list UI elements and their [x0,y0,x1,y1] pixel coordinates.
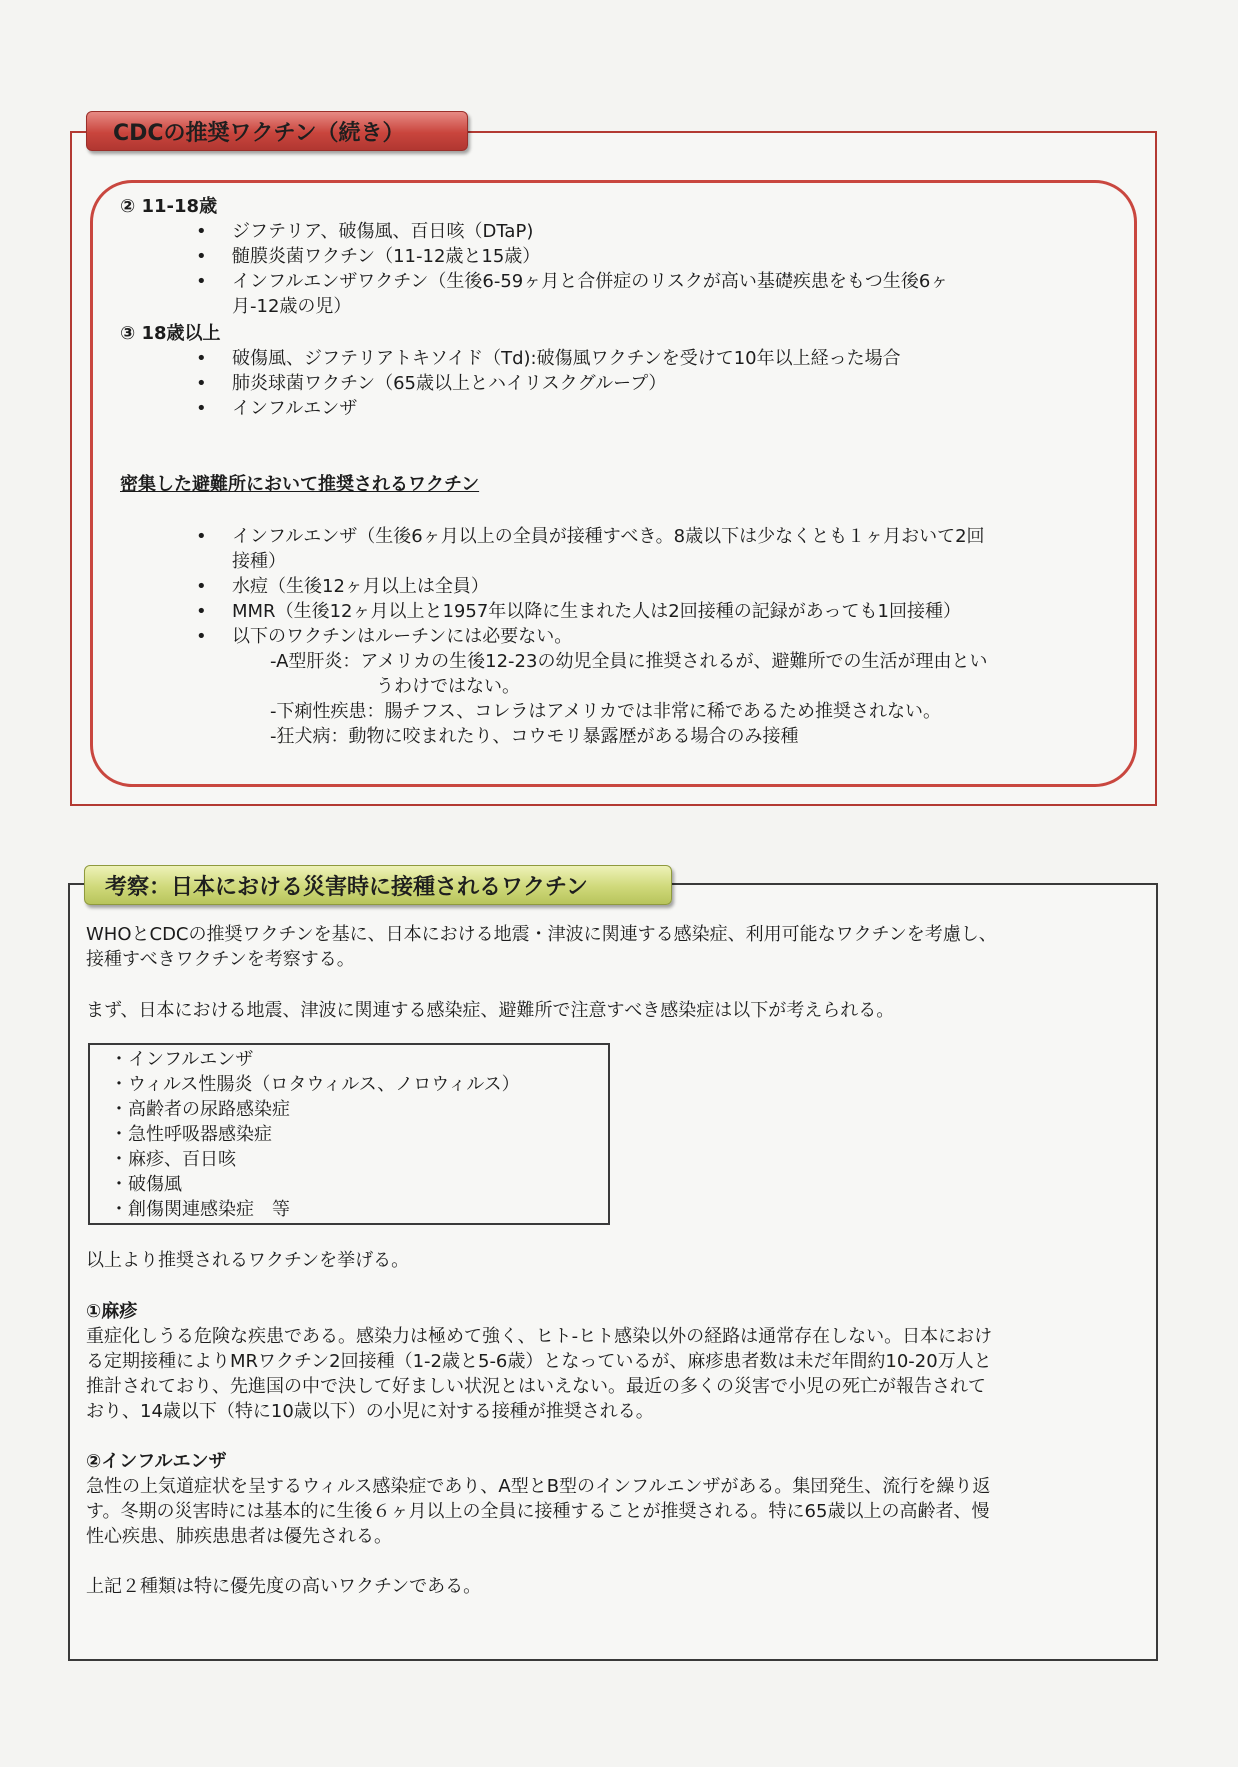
list-item: 髄膜炎菌ワクチン（11-12歳と15歳） [232,246,541,267]
paragraph-line: 重症化しうる危険な疾患である。感染力は極めて強く、ヒト-ヒト感染以外の経路は通常存在しない。日本におけ [86,1326,993,1347]
paragraph-line: 急性の上気道症状を呈するウィルス感染症であり、A型とB型のインフルエンザがある。集団発生、流行を繰り返 [86,1476,991,1497]
disease-item: ・急性呼吸器感染症 [110,1124,272,1145]
group-18-plus-heading: ③ 18歳以上 [120,323,221,344]
bullet-dot: • [196,576,207,597]
disease-item: ・ウィルス性腸炎（ロタウィルス、ノロウィルス） [110,1074,520,1095]
bullet-dot: • [196,626,207,647]
list-item-continuation: 接種） [232,551,286,572]
discussion-section-title: 考察：日本における災害時に接種されるワクチン [84,865,672,905]
cdc-section-title: CDCの推奨ワクチン（続き） [86,111,468,151]
list-item: インフルエンザ（生後6ヶ月以上の全員が接種すべき。8歳以下は少なくとも１ヶ月おいて2回 [232,526,985,547]
list-item: 肺炎球菌ワクチン（65歳以上とハイリスクグループ） [232,373,667,394]
closing-text: 上記２種類は特に優先度の高いワクチンである。 [86,1576,482,1597]
bullet-dot: • [196,221,207,242]
measles-heading: ①麻疹 [86,1301,138,1322]
bullet-dot: • [196,271,207,292]
list-item: ジフテリア、破傷風、百日咳（DTaP) [232,221,534,242]
sub-item: -狂犬病：動物に咬まれたり、コウモリ暴露歴がある場合のみ接種 [270,726,799,747]
list-item: 水痘（生後12ヶ月以上は全員） [232,576,489,597]
sub-item: -下痢性疾患：腸チフス、コレラはアメリカでは非常に稀であるため推奨されない。 [270,701,942,722]
list-item: インフルエンザ [232,398,358,419]
lead-text: まず、日本における地震、津波に関連する感染症、避難所で注意すべき感染症は以下が考えられる。 [86,1000,895,1021]
sub-item-continuation: うわけではない。 [376,676,520,697]
list-item: インフルエンザワクチン（生後6-59ヶ月と合併症のリスクが高い基礎疾患をもつ生後6ヶ [232,271,949,292]
group-11-18-heading: ② 11-18歳 [120,196,218,217]
intro-line: WHOとCDCの推奨ワクチンを基に、日本における地震・津波に関連する感染症、利用可能なワクチンを考慮し、 [86,924,997,945]
list-item: 破傷風、ジフテリアトキソイド（Td):破傷風ワクチンを受けて10年以上経った場合 [232,348,901,369]
shelter-vaccines-heading: 密集した避難所において推奨されるワクチン [120,474,480,495]
disease-item: ・インフルエンザ [110,1049,254,1070]
bullet-dot: • [196,373,207,394]
list-item-continuation: 月-12歳の児） [232,296,352,317]
paragraph-line: す。冬期の災害時には基本的に生後６ヶ月以上の全員に接種することが推奨される。特に65歳以上の高齢者、慢 [86,1501,990,1522]
paragraph-line: 性心疾患、肺疾患患者は優先される。 [86,1526,392,1547]
conclusion-lead: 以上より推奨されるワクチンを挙げる。 [86,1250,410,1271]
bullet-dot: • [196,246,207,267]
intro-line: 接種すべきワクチンを考察する。 [86,949,355,970]
paragraph-line: る定期接種によりMRワクチン2回接種（1-2歳と5-6歳）となっているが、麻疹患者数は未だ年間約10-20万人と [86,1351,992,1372]
paragraph-line: おり、14歳以下（特に10歳以下）の小児に対する接種が推奨される。 [86,1401,654,1422]
sub-item: -A型肝炎：アメリカの生後12-23の幼児全員に推奨されるが、避難所での生活が理由とい [270,651,988,672]
disease-item: ・破傷風 [110,1174,182,1195]
bullet-dot: • [196,398,207,419]
paragraph-line: 推計されており、先進国の中で決して好ましい状況とはいえない。最近の多くの災害で小児の死亡が報告されて [86,1376,986,1397]
bullet-dot: • [196,526,207,547]
disease-item: ・高齢者の尿路感染症 [110,1099,290,1120]
list-item: MMR（生後12ヶ月以上と1957年以降に生まれた人は2回接種の記録があっても1回接種） [232,601,962,622]
list-item: 以下のワクチンはルーチンには必要ない。 [232,626,573,647]
bullet-dot: • [196,601,207,622]
bullet-dot: • [196,348,207,369]
disease-item: ・麻疹、百日咳 [110,1149,236,1170]
disease-item: ・創傷関連感染症 等 [110,1199,290,1220]
influenza-heading: ②インフルエンザ [86,1451,227,1472]
